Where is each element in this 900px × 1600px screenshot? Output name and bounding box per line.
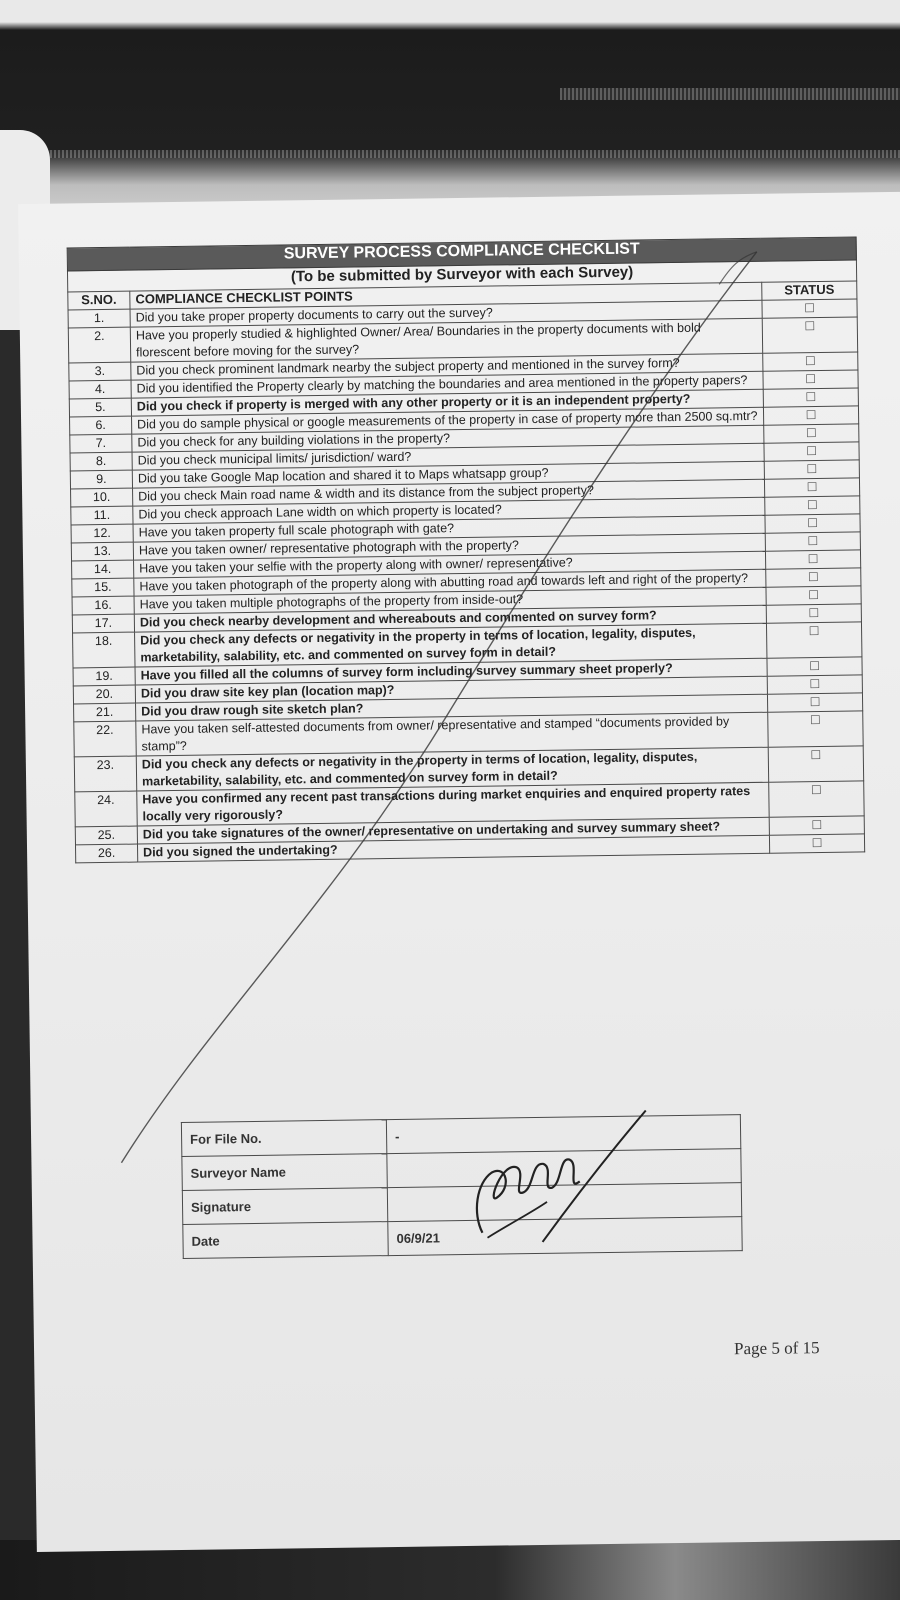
row-number: 15. [72, 578, 134, 597]
checklist-point: Did you check if property is merged with any other property or it is an independent property? [131, 389, 763, 416]
file-info-label: For File No. [181, 1120, 386, 1157]
status-checkbox[interactable]: ☐ [766, 604, 861, 623]
status-checkbox[interactable]: ☐ [767, 693, 862, 712]
checklist-point: Have you properly studied & highlighted Owner/ Area/ Boundaries in the property documents with bold florescent before moving for the survey? [130, 318, 762, 362]
row-number: 16. [72, 596, 134, 615]
document-subtitle: (To be submitted by Surveyor with each Survey) [67, 260, 856, 292]
checklist-point: Did you take Google Map location and shared it to Maps whatsapp group? [132, 461, 764, 488]
row-number: 20. [73, 685, 135, 704]
checklist-point: Have you taken property full scale photograph with gate? [133, 515, 765, 542]
status-checkbox[interactable]: ☐ [763, 406, 858, 425]
checklist-point: Did you take proper property documents to carry out the survey? [130, 300, 762, 327]
checklist-point: Did you check municipal limits/ jurisdiction/ ward? [132, 443, 764, 470]
status-checkbox[interactable]: ☐ [764, 478, 859, 497]
status-checkbox[interactable]: ☐ [766, 622, 861, 658]
status-checkbox[interactable]: ☐ [763, 370, 858, 389]
checklist-point: Did you do sample physical or google measurements of the property in case of property more than 2500 sq.mtr? [132, 407, 764, 434]
status-checkbox[interactable]: ☐ [767, 657, 862, 676]
row-number: 21. [74, 703, 136, 722]
surveyor-signature [451, 1100, 673, 1253]
file-info-label: Date [183, 1222, 388, 1259]
checklist-point: Did you signed the undertaking? [137, 835, 769, 862]
background-bag-zipper [560, 88, 900, 100]
status-checkbox[interactable]: ☐ [764, 460, 859, 479]
row-number: 7. [70, 434, 132, 453]
row-number: 23. [74, 756, 136, 792]
checklist-point: Did you check nearby development and whereabouts and commented on survey form? [134, 605, 766, 632]
row-number: 18. [73, 632, 135, 668]
status-checkbox[interactable]: ☐ [765, 496, 860, 515]
status-checkbox[interactable]: ☐ [764, 442, 859, 461]
checklist-point: Have you filled all the columns of survey form including survey summary sheet properly? [135, 658, 767, 685]
checklist-point: Have you taken multiple photographs of the property from inside-out? [134, 587, 766, 614]
checklist-point: Did you check Main road name & width and its distance from the subject property? [133, 479, 765, 506]
row-number: 11. [71, 506, 133, 525]
checklist-point: Did you check for any building violations in the property? [132, 425, 764, 452]
row-number: 12. [71, 524, 133, 543]
checklist-point: Have you taken your selfie with the property along with owner/ representative? [134, 551, 766, 578]
row-number: 5. [69, 398, 131, 417]
checklist-point: Did you check any defects or negativity in the property in terms of location, legality, disputes, marketability, salability, etc. and commented on survey form in detail? [136, 747, 768, 791]
row-number: 6. [70, 416, 132, 435]
status-checkbox[interactable]: ☐ [767, 675, 862, 694]
column-header-sno: S.NO. [68, 291, 130, 310]
page-number: Page 5 of 15 [733, 1338, 820, 1359]
column-header-points: COMPLIANCE CHECKLIST POINTS [130, 282, 762, 309]
row-number: 3. [69, 362, 131, 381]
status-checkbox[interactable]: ☐ [766, 568, 861, 587]
row-number: 14. [72, 560, 134, 579]
checklist-point: Did you draw site key plan (location map)? [135, 676, 767, 703]
document-title: SURVEY PROCESS COMPLIANCE CHECKLIST [67, 237, 856, 271]
checklist-point: Did you draw rough site sketch plan? [136, 694, 768, 721]
status-checkbox[interactable]: ☐ [765, 550, 860, 569]
row-number: 24. [75, 791, 137, 827]
checklist-point: Have you taken photograph of the property along with abutting road and towards left and right of the property? [134, 569, 766, 596]
status-checkbox[interactable]: ☐ [763, 388, 858, 407]
compliance-checklist-table [67, 236, 866, 863]
status-checkbox[interactable]: ☐ [765, 514, 860, 533]
row-number: 1. [68, 309, 130, 328]
status-checkbox[interactable]: ☐ [769, 834, 864, 853]
row-number: 10. [71, 488, 133, 507]
checklist-point: Have you confirmed any recent past transactions during market enquiries and enquired property rates locally very rigorously? [137, 782, 769, 826]
row-number: 19. [73, 667, 135, 686]
row-number: 25. [75, 826, 137, 845]
status-checkbox[interactable]: ☐ [762, 299, 857, 318]
checklist-point: Have you taken self-attested documents from owner/ representative and stamped “documents provided by stamp”? [136, 712, 768, 756]
row-number: 9. [70, 470, 132, 489]
checklist-point: Did you check any defects or negativity in the property in terms of location, legality, disputes, marketability, salability, etc. and commented on survey form in detail? [135, 623, 767, 667]
checklist-point: Have you taken owner/ representative photograph with the property? [133, 533, 765, 560]
status-checkbox[interactable]: ☐ [766, 586, 861, 605]
status-checkbox[interactable]: ☐ [768, 711, 863, 747]
file-info-value[interactable]: 06/9/21 [388, 1217, 742, 1256]
document-page [18, 192, 900, 1552]
status-checkbox[interactable]: ☐ [765, 532, 860, 551]
row-number: 2. [68, 327, 130, 363]
status-checkbox[interactable]: ☐ [769, 816, 864, 835]
checklist-point: Did you check approach Lane width on which property is located? [133, 497, 765, 524]
file-info-label: Surveyor Name [182, 1154, 387, 1191]
background-bag-zipper [30, 150, 900, 158]
row-number: 4. [69, 380, 131, 399]
status-checkbox[interactable]: ☐ [764, 424, 859, 443]
file-info-label: Signature [182, 1188, 387, 1225]
row-number: 8. [70, 452, 132, 471]
file-info-value[interactable]: - [386, 1115, 740, 1154]
checklist-point: Did you identified the Property clearly by matching the boundaries and area mentioned in the property papers? [131, 371, 763, 398]
status-checkbox[interactable]: ☐ [763, 352, 858, 371]
row-number: 13. [71, 542, 133, 561]
row-number: 22. [74, 721, 136, 757]
status-checkbox[interactable]: ☐ [762, 317, 857, 353]
status-checkbox[interactable]: ☐ [768, 746, 863, 782]
checklist-point: Did you take signatures of the owner/ representative on undertaking and survey summary sheet? [137, 817, 769, 844]
row-number: 17. [72, 614, 134, 633]
row-number: 26. [75, 844, 137, 863]
status-checkbox[interactable]: ☐ [769, 781, 864, 817]
checklist-body [68, 299, 865, 863]
column-header-status: STATUS [762, 281, 857, 300]
checklist-point: Did you check prominent landmark nearby the subject property and mentioned in the survey form? [131, 353, 763, 380]
